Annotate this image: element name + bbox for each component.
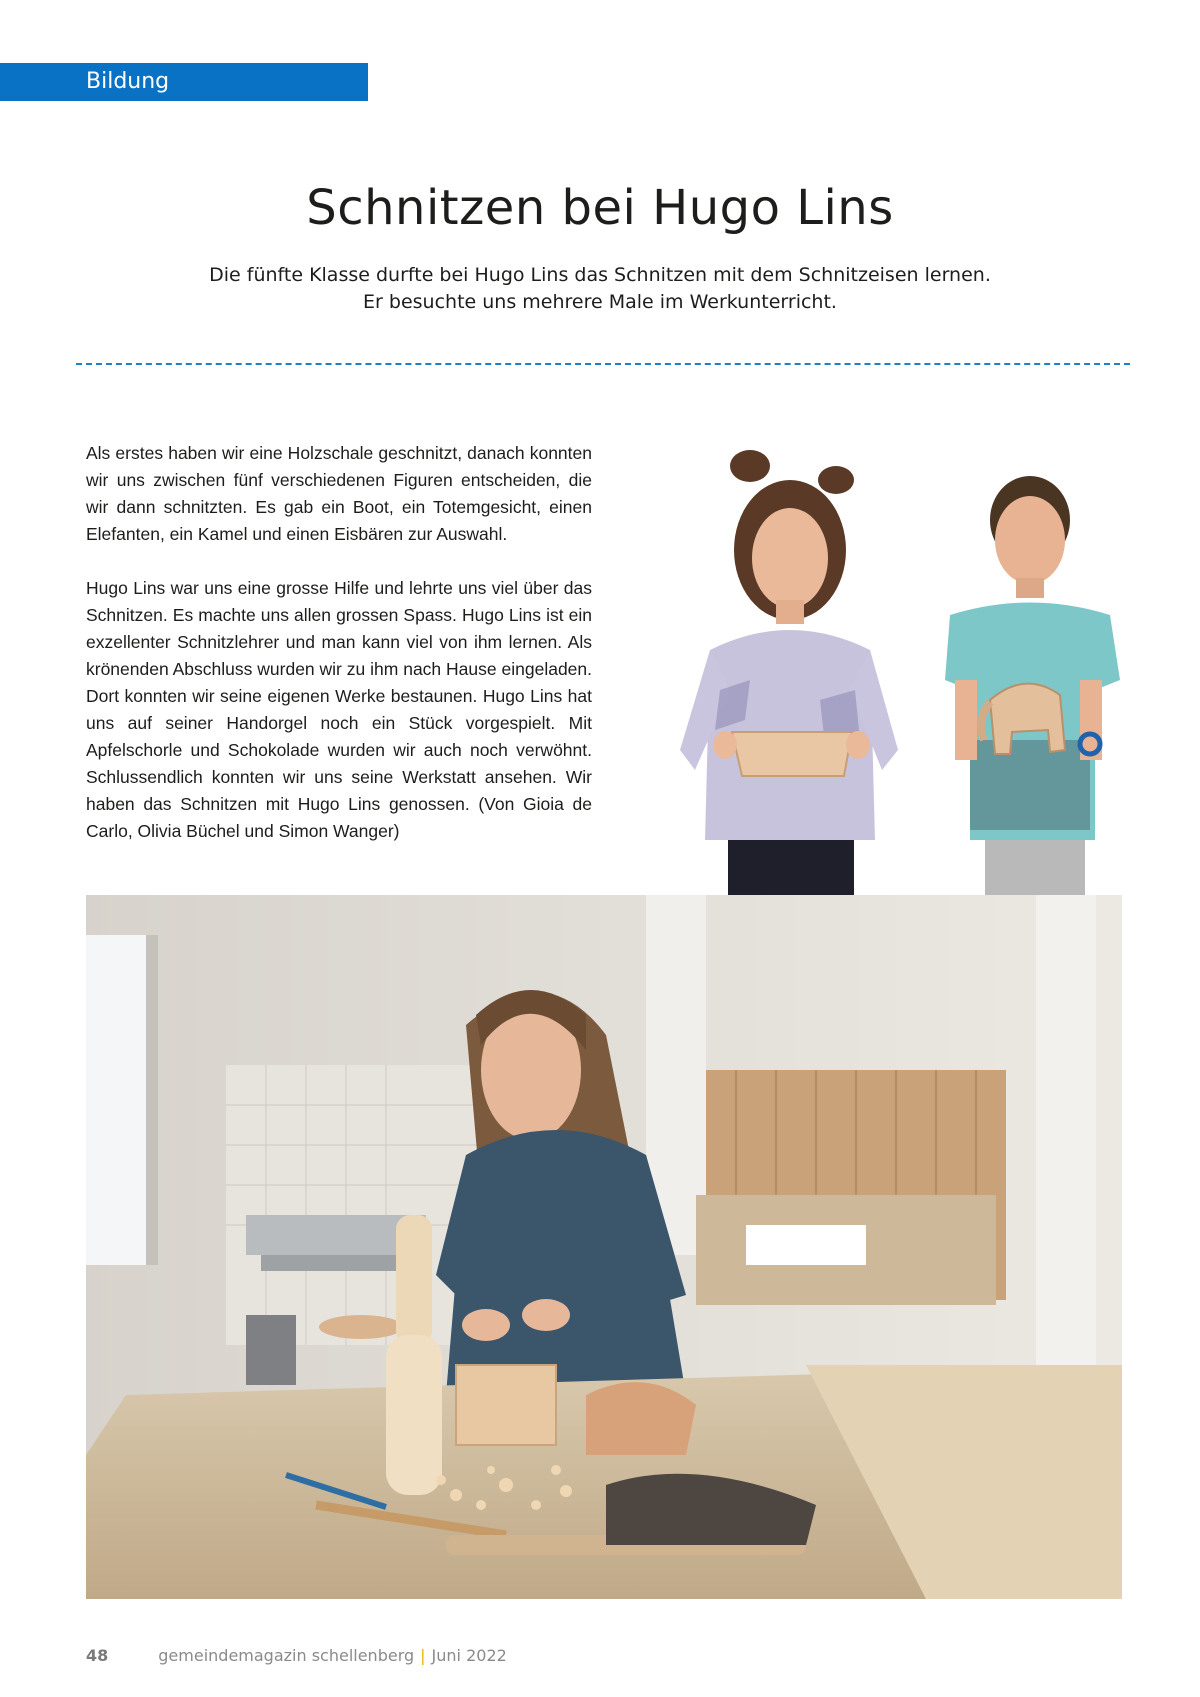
body-paragraph: Hugo Lins war uns eine grosse Hilfe und lehrte uns viel über das Schnitzen. Es machte uns allen grossen Spass. Hugo Lins ist ein exzellenter Schnitzlehrer und man kann viel von ihm lernen. Als krönenden Abschluss wurden wir zu ihm nach Hause eingeladen. Dort konnten wir seine eigenen Werke bestaunen. Hugo Lins hat uns auf seiner Handorgel noch ein Stück vorgespielt. Mit Apfelschorle und Schokolade wurden wir auch noch verwöhnt. Schlussendlich konnten wir uns seine Werkstatt ansehen. Wir haben das Schnitzen mit Hugo Lins genossen. (Von Gioia de Carlo, Olivia Büchel und Simon Wanger) xyxy=(86,578,592,841)
article-lead xyxy=(0,262,1200,316)
magazine-name: gemeindemagazin schellenberg xyxy=(158,1646,415,1665)
body-paragraph: Als erstes haben wir eine Holzschale geschnitzt, danach konnten wir uns zwischen fünf verschiedenen Figuren entscheiden, die wir dann schnitzten. Es gab ein Boot, ein Totemgesicht, einen Elefanten, ein Kamel und einen Eisbären zur Auswahl. xyxy=(86,443,592,544)
photo-girl-carving-workbench xyxy=(86,895,1122,1599)
page-number: 48 xyxy=(86,1646,109,1665)
issue-date: Juni 2022 xyxy=(431,1646,507,1665)
article-title: Schnitzen bei Hugo Lins xyxy=(306,180,894,236)
section-label: Bildung xyxy=(86,69,170,94)
section-bar xyxy=(0,63,368,101)
page-footer xyxy=(86,1646,507,1665)
article-body xyxy=(86,440,592,872)
lead-line: Die fünfte Klasse durfte bei Hugo Lins das Schnitzen mit dem Schnitzeisen lernen. xyxy=(209,264,991,286)
dashed-divider xyxy=(76,363,1130,365)
footer-separator: | xyxy=(420,1646,426,1665)
photo-children-with-carvings xyxy=(640,440,1130,895)
lead-line: Er besuchte uns mehrere Male im Werkunterricht. xyxy=(363,291,837,313)
